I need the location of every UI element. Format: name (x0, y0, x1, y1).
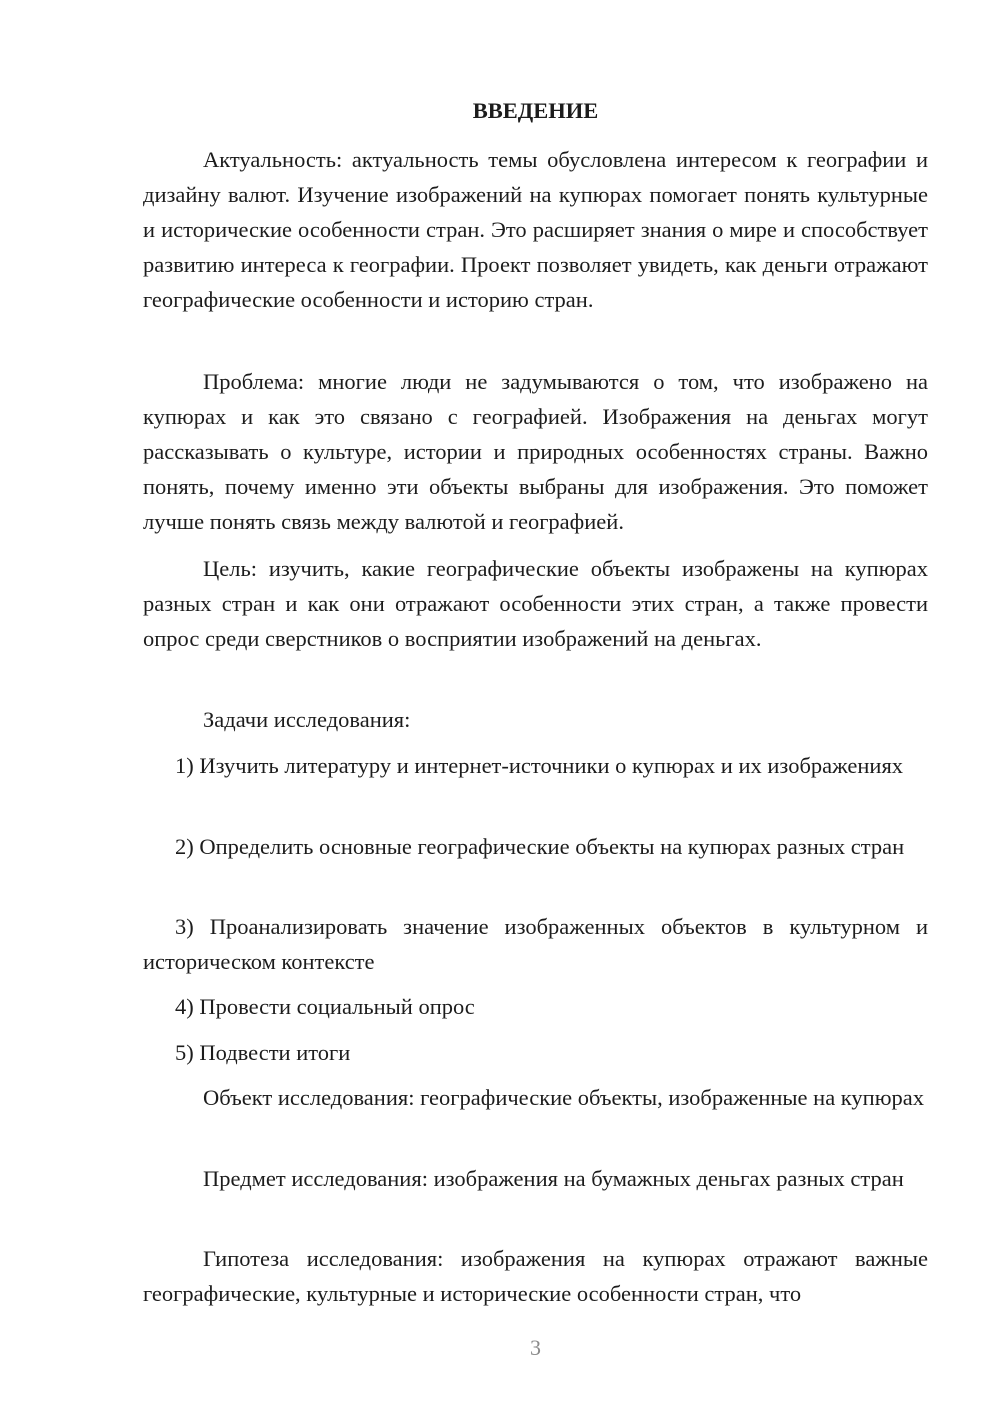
paragraph-relevance: Актуальность: актуальность темы обусловлена интересом к географии и дизайну валют. Изучение изображений на купюрах помогает понять культурные и исторические особенности стран. Это расширяет знания о мире и способствует развитию интереса к географии. Проект позволяет увидеть, как деньги отражают географические особенности и историю стран. (143, 147, 928, 312)
task-item-1: 1) Изучить литературу и интернет-источники о купюрах и их изображениях (175, 753, 904, 778)
task-item-5: 5) Подвести итоги (175, 1040, 351, 1065)
paragraph-problem: Проблема: многие люди не задумываются о том, что изображено на купюрах и как это связано с географией. Изображения на деньгах могут рассказывать о культуре, истории и природных особенностях страны. Важно понять, почему именно эти объекты выбраны для изображения. Это поможет лучше понять связь между валютой и географией. (143, 369, 928, 534)
paragraph-hypothesis: Гипотеза исследования: изображения на купюрах отражают важные географические, культурные и исторические особенности стран, что (143, 1246, 928, 1306)
paragraph-goal: Цель: изучить, какие географические объекты изображены на купюрах разных стран и как они отражают особенности этих стран, а также провести опрос среди сверстников о восприятии изображений на деньгах. (143, 556, 928, 651)
paragraph-tasks-heading: Задачи исследования: (203, 707, 411, 732)
task-item-3: 3) Проанализировать значение изображенных объектов в культурном и историческом контексте (143, 914, 928, 974)
task-item-4: 4) Провести социальный опрос (175, 994, 475, 1019)
document-page (143, 0, 928, 1414)
section-title: ВВЕДЕНИЕ (472, 98, 599, 123)
paragraph-subject: Предмет исследования: изображения на бумажных деньгах разных стран (203, 1166, 904, 1191)
paragraph-object: Объект исследования: географические объекты, изображенные на купюрах (203, 1085, 925, 1110)
page-number: 3 (530, 1335, 541, 1360)
task-item-2: 2) Определить основные географические объекты на купюрах разных стран (175, 834, 905, 859)
